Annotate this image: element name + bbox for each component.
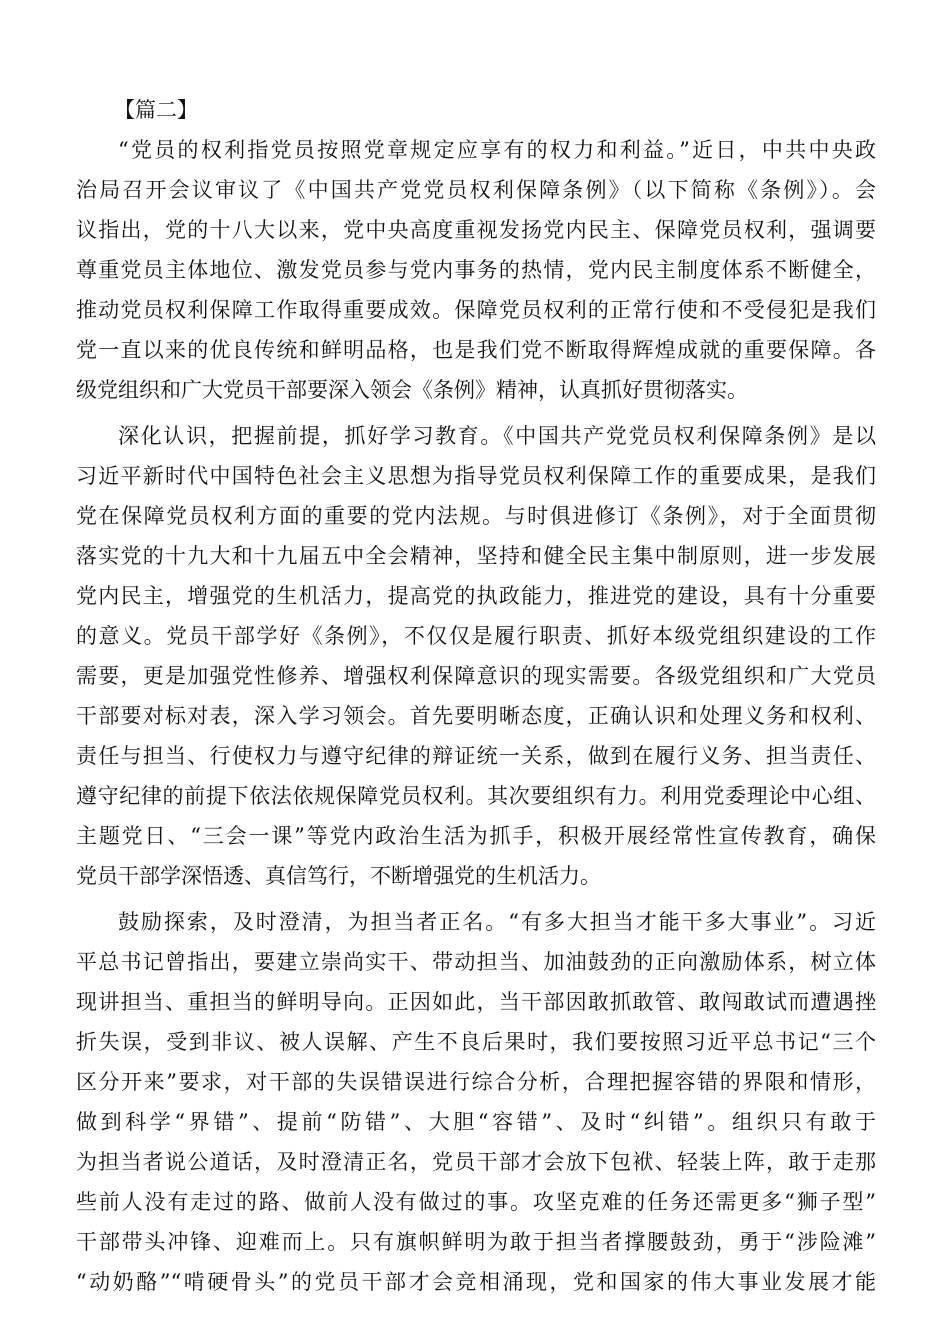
document-body (76, 130, 876, 1302)
text-line: 鼓励探索，及时澄清，为担当者正名。“有多大担当才能干多大事业”。习近 (118, 910, 876, 934)
paragraph (76, 416, 876, 896)
text-line: 为担当者说公道话，及时澄清正名，党员干部才会放下包袱、轻装上阵，敢于走那 (76, 1150, 876, 1174)
paragraph (76, 902, 876, 1302)
text-line: “党员的权利指党员按照党章规定应享有的权力和利益。”近日，中共中央政 (118, 138, 876, 162)
text-line: “动奶酪”“啃硬骨头”的党员干部才会竞相涌现，党和国家的伟大事业发展才能 (76, 1270, 876, 1294)
paragraph (76, 130, 876, 410)
text-line: 做到科学“界错”、提前“防错”、大胆“容错”、及时“纠错”。组织只有敢于 (76, 1110, 876, 1134)
text-line: 的意义。党员干部学好《条例》，不仅仅是履行职责、抓好本级党组织建设的工作 (76, 624, 876, 648)
text-line: 党员干部学深悟透、真信笃行，不断增强党的生机活力。 (76, 864, 601, 888)
text-line: 党在保障党员权利方面的重要的党内法规。与时俱进修订《条例》，对于全面贯彻 (76, 504, 876, 528)
text-line: 治局召开会议审议了《中国共产党党员权利保障条例》（以下简称《条例》）。会 (76, 178, 876, 202)
text-line: 深化认识，把握前提，抓好学习教育。《中国共产党党员权利保障条例》是以 (118, 424, 876, 448)
text-line: 遵守纪律的前提下依法依规保障党员权利。其次要组织有力。利用党委理论中心组、 (76, 784, 876, 808)
text-line: 级党组织和广大党员干部要深入领会《条例》精神，认真抓好贯彻落实。 (76, 378, 748, 402)
text-line: 干部要对标对表，深入学习领会。首先要明晰态度，正确认识和处理义务和权利、 (76, 704, 876, 728)
text-line: 责任与担当、行使权力与遵守纪律的辩证统一关系，做到在履行义务、担当责任、 (76, 744, 876, 768)
text-line: 折失误，受到非议、被人误解、产生不良后果时，我们要按照习近平总书记“三个 (76, 1030, 876, 1054)
text-line: 尊重党员主体地位、激发党员参与党内事务的热情，党内民主制度体系不断健全， (76, 258, 876, 282)
document-page (76, 90, 876, 1308)
text-line: 些前人没有走过的路、做前人没有做过的事。攻坚克难的任务还需更多“狮子型” (76, 1190, 876, 1214)
text-line: 主题党日、“三会一课”等党内政治生活为抓手，积极开展经常性宣传教育，确保 (76, 824, 876, 848)
text-line: 区分开来”要求，对干部的失误错误进行综合分析，合理把握容错的界限和情形， (76, 1070, 876, 1094)
text-line: 议指出，党的十八大以来，党中央高度重视发扬党内民主、保障党员权利，强调要 (76, 218, 876, 242)
text-line: 党内民主，增强党的生机活力，提高党的执政能力，推进党的建设，具有十分重要 (76, 584, 876, 608)
text-line: 干部带头冲锋、迎难而上。只有旗帜鲜明为敢于担当者撑腰鼓劲，勇于“涉险滩” (76, 1230, 876, 1254)
text-line: 需要，更是加强党性修养、增强权利保障意识的现实需要。各级党组织和广大党员 (76, 664, 876, 688)
section-heading: 【篇二】 (114, 98, 198, 122)
text-line: 现讲担当、重担当的鲜明导向。正因如此，当干部因敢抓敢管、敢闯敢试而遭遇挫 (76, 990, 876, 1014)
text-line: 平总书记曾指出，要建立崇尚实干、带动担当、加油鼓劲的正向激励体系，树立体 (76, 950, 876, 974)
text-line: 习近平新时代中国特色社会主义思想为指导党员权利保障工作的重要成果，是我们 (76, 464, 876, 488)
text-line: 落实党的十九大和十九届五中全会精神，坚持和健全民主集中制原则，进一步发展 (76, 544, 876, 568)
text-line: 党一直以来的优良传统和鲜明品格，也是我们党不断取得辉煌成就的重要保障。各 (76, 338, 876, 362)
text-line: 推动党员权利保障工作取得重要成效。保障党员权利的正常行使和不受侵犯是我们 (76, 298, 876, 322)
